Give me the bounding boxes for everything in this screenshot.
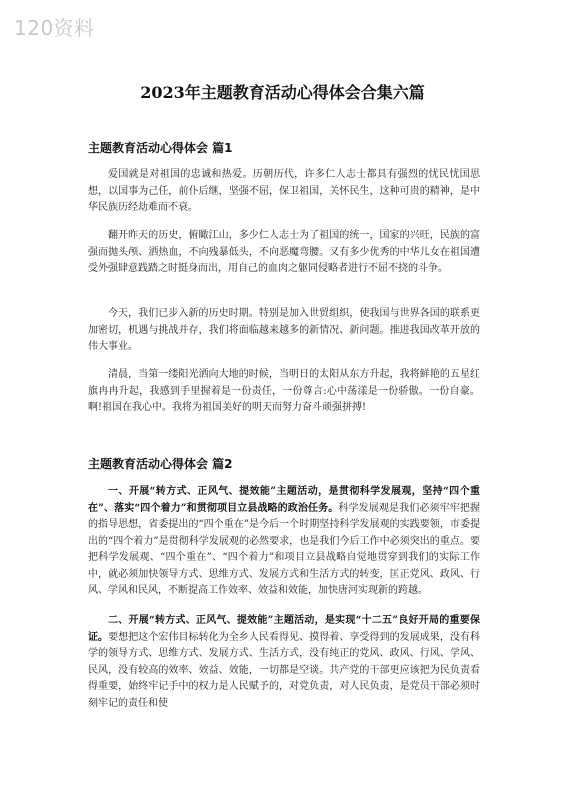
paragraph: 爱国就是对祖国的忠诚和热爱。历朝历代，许多仁人志士都具有强烈的忧民忧国思想，以国事为己任，前仆后继，坚强不屈，保卫祖国，关怀民生，这种可贵的精神，是中华民族历经劫难而不衰。 <box>88 169 480 213</box>
paragraph-body: 要想把这个宏伟目标转化为全乡人民看得见、摸得着、享受得到的发展成果，没有科学的领导方式、思维方式、发展方式、生活方式，没有纯正的党风、政风、行风、学风、民风，没有较高的效率、效益、效能，一切都是空谈。共产党的干部更应该把为民负责看得重要，始终牢记手中的权力是人民赋予的，对党负责，对人民负责，是党员干部必须时刻牢记的责任和使 <box>88 631 481 709</box>
paragraph: 翻开昨天的历史，俯瞰江山，多少仁人志士为了祖国的统一，国家的兴旺，民族的富强而抛头颅、洒热血，不向残暴低头，不向恶魔弯腰。又有多少优秀的中华儿女在祖国遭受外强肆意践踏之时挺身而出，用自己的血肉之躯同侵略者进行不屈不挠的斗争。 <box>88 230 480 274</box>
paragraph: 清晨，当第一缕阳光洒向大地的时候，当明日的太阳从东方升起，我将鲜艳的五星红旗冉冉升起，我感到手里握着是一份责任，一份尊言:心中荡漾是一份骄傲。一份自豪。啊!祖国在我心中。我将为祖国美好的明天而努力奋斗顽强拼搏! <box>88 369 480 413</box>
paragraph-lead: 二、开展“转方式、正风气、提效能”主题活动，是实现“十二五”良好开局的重要保证。 <box>88 615 480 643</box>
section-heading-1: 主题教育活动心得体会 篇1 <box>88 141 233 155</box>
paragraph <box>88 484 480 600</box>
watermark-logo: 120资料 <box>14 16 95 40</box>
paragraph <box>88 613 480 712</box>
paragraph-body: 科学发展观是我们必须牢牢把握的指导思想，省委提出的“四个重在”是今后一个时期坚持科学发展观的实践要领，市委提出的“四个着力”是贯彻科学发展观的必然要求，也是我们今后工作中必须突出的重点。要把科学发展观、“四个重在”、“四个着力”和项目立县战略自觉地贯穿到我们的实际工作中，就必须加快领导方式、思维方式、发展方式和生活方式的转变，匡正党风、政风、行风、学风和民风，不断提高工作效率、效益和效能，加快唐河实现新的跨越。 <box>88 502 481 596</box>
paragraph-lead: 一、开展“转方式、正风气、提效能”主题活动，是贯彻科学发展观，坚持“四个重在”、落实“四个着力”和贯彻项目立县战略的政治任务。 <box>88 486 480 514</box>
paragraph: 今天，我们已步入新的历史时期。特别是加入世贸组织，使我国与世界各国的联系更加密切，机遇与挑战并存，我们将面临越来越多的新情况、新问题。推进我国改革开放的伟大事业。 <box>88 308 480 352</box>
section-heading-2: 主题教育活动心得体会 篇2 <box>88 457 233 471</box>
document-title: 2023年主题教育活动心得体会合集六篇 <box>140 83 425 102</box>
